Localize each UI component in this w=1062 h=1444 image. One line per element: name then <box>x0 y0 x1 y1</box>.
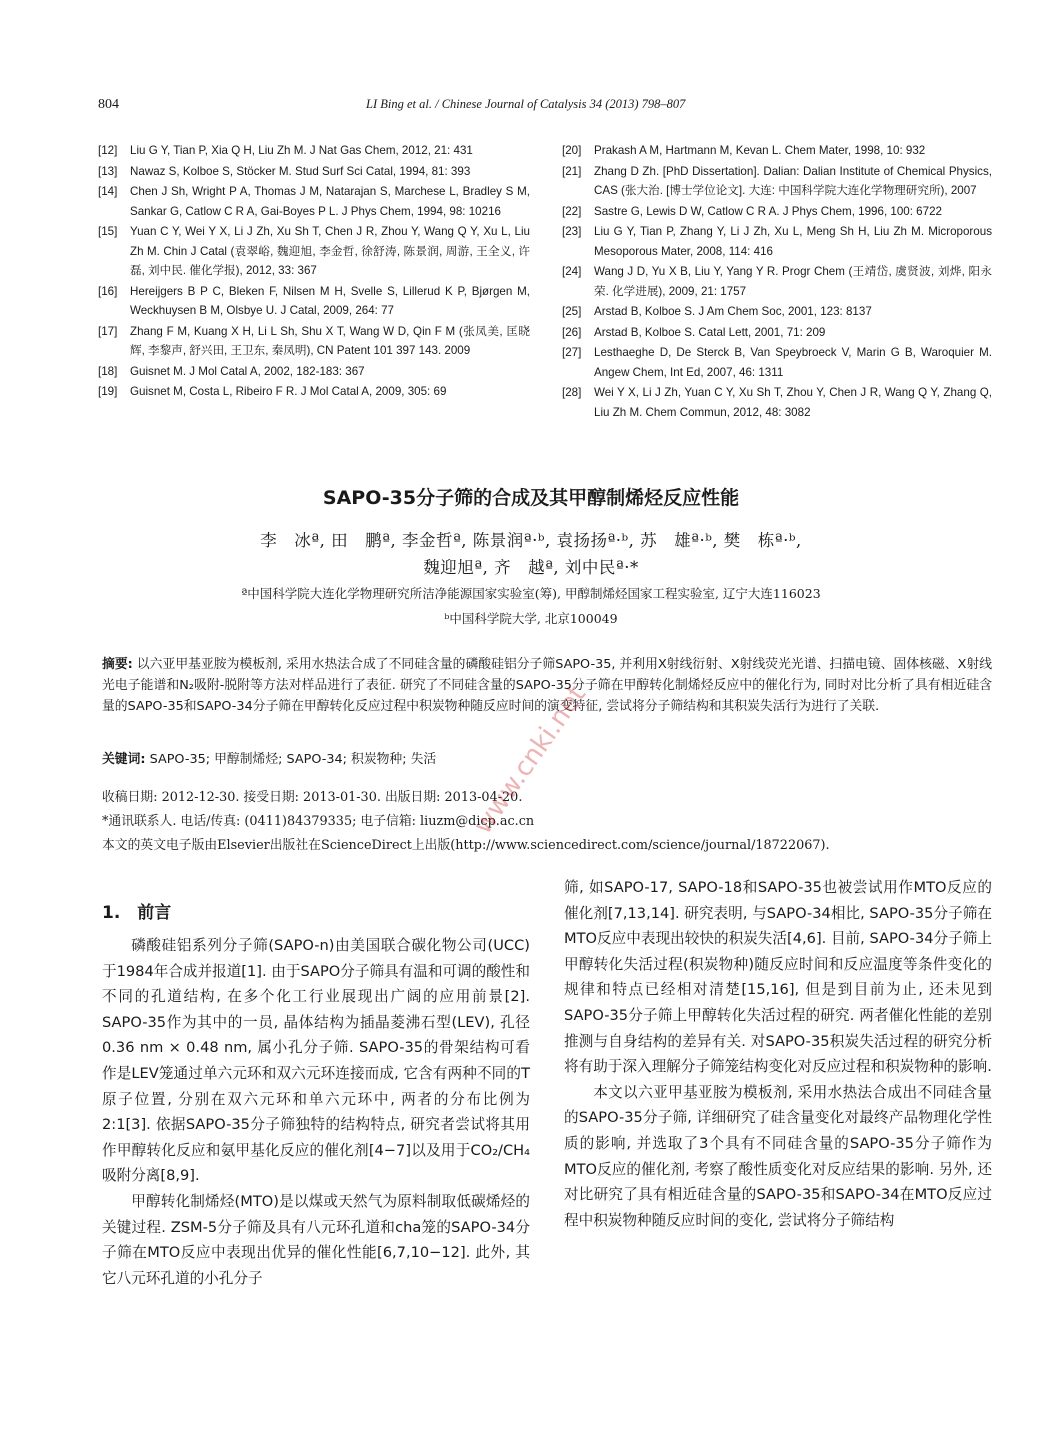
reference-number: [16] <box>98 284 118 298</box>
keywords <box>102 748 992 767</box>
body-paragraph: 甲醇转化制烯烃(MTO)是以煤或天然气为原料制取低碳烯烃的关键过程. ZSM-5分子筛及具有八元环孔道和cha笼的SAPO-34分子筛在MTO反应中表现出优异的催化性能[6,7,10−12]. 此外, 其它八元环孔道的小孔分子 <box>102 1192 530 1287</box>
keywords-label: 关键词: <box>102 752 146 767</box>
reference-item <box>98 182 530 221</box>
reference-number: [27] <box>562 346 582 359</box>
reference-text: Guisnet M. J Mol Catal A, 2002, 182-183: 367 <box>130 364 365 378</box>
reference-text: Liu G Y, Tian P, Xia Q H, Liu Zh M. J Nat Gas Chem, 2012, 21: 431 <box>130 144 473 157</box>
reference-text: Yuan C Y, Wei Y X, Li J Zh, Xu Sh T, Chen J R, Zhou Y, Wang Q Y, Xu L, Liu Zh M. Chin J Catal (袁翠峪, 魏迎旭, 李金哲, 徐舒涛, 陈景润, 周游, 王全义, 许磊, 刘中民. 催化学报), 2012, 33: 367 <box>130 225 530 277</box>
reference-item <box>562 323 992 343</box>
reference-number: [20] <box>562 144 582 157</box>
reference-item <box>562 262 992 301</box>
reference-number: [14] <box>98 185 118 198</box>
running-header <box>98 97 982 117</box>
reference-text: Arstad B, Kolboe S. Catal Lett, 2001, 71: 209 <box>594 325 826 339</box>
reference-list-right <box>562 141 992 423</box>
reference-text: Wei Y X, Li J Zh, Yuan C Y, Xu Sh T, Zhou Y, Chen J R, Wang Q Y, Zhang Q, Liu Zh M. Chem Commun, 2012, 48: 3082 <box>594 386 992 419</box>
reference-list-left <box>98 141 530 403</box>
reference-text: Zhang D Zh. [PhD Dissertation]. Dalian: Dalian Institute of Chemical Physics, CAS (张大治. [博士学位论文]. 大连: 中国科学院大连化学物理研究所), 2007 <box>594 164 992 197</box>
reference-text: Sastre G, Lewis D W, Catlow C R A. J Phys Chem, 1996, 100: 6722 <box>594 204 942 218</box>
reference-item <box>562 202 992 222</box>
author-list-line-1: 李 冰ª, 田 鹏ª, 李金哲ª, 陈景润ª·ᵇ, 袁扬扬ª·ᵇ, 苏 雄ª·ᵇ, 樊 栋ª·ᵇ, <box>260 531 802 550</box>
reference-text: Zhang F M, Kuang X H, Li L Sh, Shu X T, Wang W D, Qin F M (张凤美, 匡晓辉, 李黎声, 舒兴田, 王卫东, 秦凤明), CN Patent 101 397 143. 2009 <box>130 324 530 357</box>
section-heading-introduction: 1. 前言 <box>102 903 172 923</box>
abstract-text: 以六亚甲基亚胺为模板剂, 采用水热法合成了不同硅含量的磷酸硅铝分子筛SAPO-35, 并利用X射线衍射、X射线荧光光谱、扫描电镜、固体核磁、X射线光电子能谱和N₂吸附-脱附等方法对样品进行了表征. 研究了不同硅含量的SAPO-35分子筛在甲醇转化制烯烃反应中的催化行为, 同时对比分析了具有相近硅含量的SAPO-35和SAPO-34分子筛在甲醇转化反应过程中积炭物种随反应时间的演变特征, 尝试将分子筛结构和其积炭失活行为进行了关联. <box>102 657 992 714</box>
body-paragraph: 本文以六亚甲基亚胺为模板剂, 采用水热法合成出不同硅含量的SAPO-35分子筛, 详细研究了硅含量变化对最终产品物理化学性质的影响, 并选取了3个具有不同硅含量的SAPO-35分子筛作为MTO反应的催化剂, 考察了酸性质变化对反应结果的影响. 另外, 还对比研究了具有相近硅含量的SAPO-35和SAPO-34在MTO反应过程中积炭物种随反应时间的变化, 尝试将分子筛结构 <box>564 1083 992 1229</box>
publication-dates: 收稿日期: 2012-12-30. 接受日期: 2013-01-30. 出版日期: 2013-04-20. <box>102 790 523 805</box>
reference-number: [26] <box>562 325 582 339</box>
reference-item <box>562 302 992 322</box>
reference-number: [15] <box>98 225 118 238</box>
abstract <box>102 654 992 717</box>
reference-number: [22] <box>562 204 582 218</box>
english-version-note: 本文的英文电子版由Elsevier出版社在ScienceDirect上出版(http://www.sciencedirect.com/science/journal/18722067). <box>102 838 830 853</box>
paper-title: SAPO-35分子筛的合成及其甲醇制烯烃反应性能 <box>322 487 740 509</box>
reference-number: [18] <box>98 364 118 378</box>
reference-number: [21] <box>562 164 582 178</box>
corresponding-contact: *通讯联系人. 电话/传真: (0411)84379335; 电子信箱: liuzm@dicp.ac.cn <box>102 814 535 829</box>
body-paragraph: 筛, 如SAPO-17, SAPO-18和SAPO-35也被尝试用作MTO反应的催化剂[7,13,14]. 研究表明, 与SAPO-34相比, SAPO-35分子筛在MTO反应中表现出较快的积炭失活[4,6]. 目前, SAPO-34分子筛上甲醇转化失活过程(积炭物种)随反应时间和反应温度等条件变化的规律和特点已经相对清楚[15,16], 但是到目前为止, 还未见到SAPO-35分子筛上甲醇转化失活过程的研究. 两者催化性能的差别推测与自身结构的差异有关. 对SAPO-35积炭失活过程的研究分析将有助于深入理解分子筛笼结构变化对反应过程和积炭物种的影响. <box>564 879 992 1076</box>
reference-item <box>562 222 992 261</box>
reference-number: [19] <box>98 385 118 398</box>
reference-text: Prakash A M, Hartmann M, Kevan L. Chem Mater, 1998, 10: 932 <box>594 144 926 157</box>
reference-item <box>562 141 992 161</box>
reference-text: Wang J D, Yu X B, Liu Y, Yang Y R. Progr Chem (王靖岱, 虞贤波, 刘烨, 阳永荣. 化学进展), 2009, 21: 1757 <box>594 265 992 298</box>
author-list-line-2: 魏迎旭ª, 齐 越ª, 刘中民ª·* <box>423 558 639 577</box>
reference-item <box>98 141 530 161</box>
reference-text: Arstad B, Kolboe S. J Am Chem Soc, 2001, 123: 8137 <box>594 305 872 318</box>
reference-number: [24] <box>562 265 582 278</box>
reference-item <box>562 162 992 201</box>
reference-item <box>98 362 530 382</box>
body-paragraph: 磷酸硅铝系列分子筛(SAPO-n)由美国联合碳化物公司(UCC)于1984年合成并报道[1]. 由于SAPO分子筛具有温和可调的酸性和不同的孔道结构, 在多个化工行业展现出广阔的应用前景[2]. SAPO-35作为其中的一员, 晶体结构为插晶菱沸石型(LEV), 孔径0.36 nm × 0.48 nm, 属小孔分子筛. SAPO-35的骨架结构可看作是LEV笼通过单六元环和双六元环连接而成, 它含有两种不同的T原子位置, 分别在双六元环和单六元环中, 两者的分布比例为2:1[3]. 依据SAPO-35分子筛独特的结构特点, 研究者尝试将其用作甲醇转化反应和氨甲基化反应的催化剂[4−7]以及用于CO₂/CH₄吸附分离[8,9]. <box>102 937 530 1185</box>
reference-item <box>98 222 530 281</box>
journal-citation: LI Bing et al. / Chinese Journal of Catalysis 34 (2013) 798–807 <box>366 97 686 111</box>
watermark: www.cnki.net <box>467 680 593 840</box>
reference-item <box>562 343 992 382</box>
reference-text: Chen J Sh, Wright P A, Thomas J M, Natarajan S, Marchese L, Bradley S M, Sankar G, Catlow C R A, Gai-Boyes P L. J Phys Chem, 1994, 98: 10216 <box>130 185 530 218</box>
reference-text: Lesthaeghe D, De Sterck B, Van Speybroeck V, Marin G B, Waroquier M. Angew Chem, Int Ed, 2007, 46: 1311 <box>594 346 992 379</box>
affiliation-a: ª中国科学院大连化学物理研究所洁净能源国家实验室(筹), 甲醇制烯烃国家工程实验室, 辽宁大连116023 <box>241 586 821 601</box>
reference-text: Nawaz S, Kolboe S, Stöcker M. Stud Surf Sci Catal, 1994, 81: 393 <box>130 164 471 178</box>
reference-item <box>98 322 530 361</box>
affiliation-b: ᵇ中国科学院大学, 北京100049 <box>444 611 618 626</box>
body-column-right <box>564 875 992 1233</box>
reference-number: [17] <box>98 324 118 338</box>
reference-item <box>98 162 530 182</box>
body-column-left <box>102 933 530 1291</box>
reference-number: [12] <box>98 144 118 157</box>
reference-number: [25] <box>562 305 582 318</box>
reference-number: [23] <box>562 225 582 238</box>
reference-text: Hereijgers B P C, Bleken F, Nilsen M H, Svelle S, Lillerud K P, Bjørgen M, Weckhuysen B M, Olsbye U. J Catal, 2009, 264: 77 <box>130 284 530 317</box>
reference-item <box>562 383 992 422</box>
reference-number: [13] <box>98 164 118 178</box>
reference-item <box>98 382 530 402</box>
keywords-text: SAPO-35; 甲醇制烯烃; SAPO-34; 积炭物种; 失活 <box>149 752 437 767</box>
reference-text: Liu G Y, Tian P, Zhang Y, Li J Zh, Xu L, Meng Sh H, Liu Zh M. Microporous Mesoporous Mater, 2008, 114: 416 <box>594 225 992 258</box>
page-number: 804 <box>98 97 119 112</box>
reference-text: Guisnet M, Costa L, Ribeiro F R. J Mol Catal A, 2009, 305: 69 <box>130 385 447 398</box>
reference-item <box>98 282 530 321</box>
reference-number: [28] <box>562 386 582 399</box>
abstract-label: 摘要: <box>102 657 133 672</box>
